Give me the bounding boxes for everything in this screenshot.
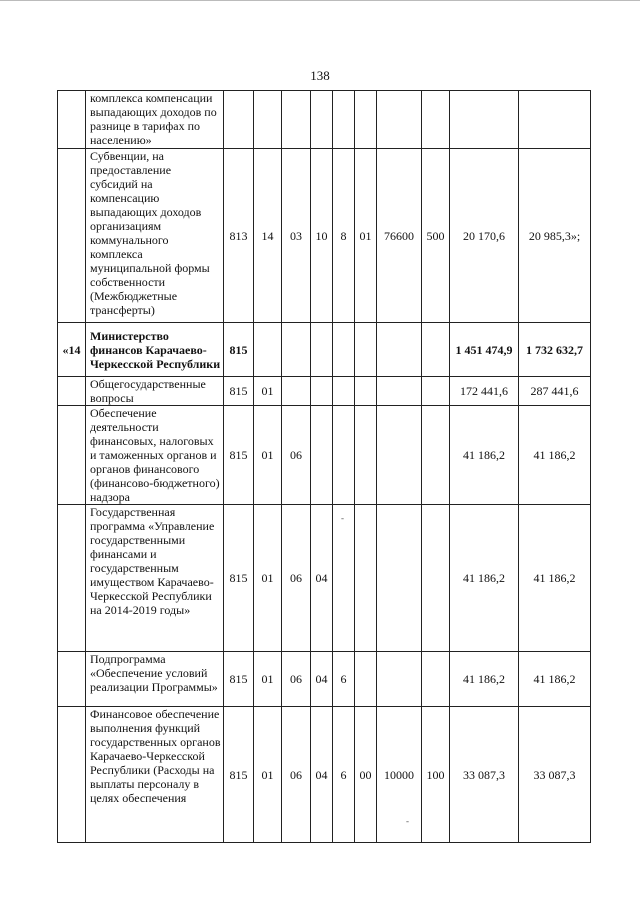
amount-cell-1 [450, 91, 519, 149]
subprogram-code-cell [333, 406, 355, 505]
type-code-cell: 100 [422, 707, 450, 843]
ministry-code-cell: 815 [224, 377, 254, 406]
budget-table-body [58, 91, 591, 843]
amount-cell-2 [519, 91, 591, 149]
type-code-cell [422, 323, 450, 377]
subprogram-code-cell [333, 91, 355, 149]
subsection-code-cell [282, 91, 311, 149]
page-top-edge [0, 0, 640, 4]
expense-code-cell [377, 377, 422, 406]
amount-cell-1: 1 451 474,9 [450, 323, 519, 377]
row-prefix-cell [58, 505, 86, 652]
row-prefix-cell [58, 91, 86, 149]
subsection-code-cell: 03 [282, 149, 311, 323]
ministry-code-cell: 813 [224, 149, 254, 323]
table-row [58, 406, 591, 505]
ministry-code-cell [224, 91, 254, 149]
row-prefix-cell [58, 149, 86, 323]
ministry-code-cell: 815 [224, 707, 254, 843]
type-code-cell [422, 505, 450, 652]
ministry-code-cell: 815 [224, 505, 254, 652]
type-code-cell [422, 91, 450, 149]
type-code-cell [422, 406, 450, 505]
subsection-code-cell [282, 377, 311, 406]
subprogram-code-cell [333, 323, 355, 377]
amount-cell-2: 33 087,3 [519, 707, 591, 843]
amount-cell-2: 20 985,3»; [519, 149, 591, 323]
program-code-cell: 10 [311, 149, 333, 323]
subprogram-code-cell [333, 377, 355, 406]
program-code-cell [311, 323, 333, 377]
expense-code-cell: 10000 [377, 707, 422, 843]
amount-cell-1: 33 087,3 [450, 707, 519, 843]
subsection-code-cell: 06 [282, 707, 311, 843]
item-name-cell: Государственная программа «Управление государственными финансами и государственным имуществом Карачаево-Черкесской Республики на 2014-2019 годы» [86, 505, 224, 652]
subprogram-code-cell: 8 [333, 149, 355, 323]
amount-cell-2: 1 732 632,7 [519, 323, 591, 377]
amount-cell-1: 41 186,2 [450, 652, 519, 707]
section-code-cell [254, 91, 282, 149]
ministry-code-cell: 815 [224, 406, 254, 505]
amount-cell-2: 41 186,2 [519, 406, 591, 505]
item-name-cell: комплекса компенсации выпадающих доходов по разнице в тарифах по населению» [86, 91, 224, 149]
section-code-cell: 01 [254, 505, 282, 652]
program-code-cell: 04 [311, 652, 333, 707]
row-prefix-cell [58, 406, 86, 505]
amount-cell-2: 287 441,6 [519, 377, 591, 406]
item-name-cell: Министерство финансов Карачаево-Черкесской Республики [86, 323, 224, 377]
section-code-cell: 01 [254, 377, 282, 406]
section-code-cell [254, 323, 282, 377]
section-code-cell: 01 [254, 707, 282, 843]
table-row [58, 323, 591, 377]
row-prefix-cell [58, 707, 86, 843]
direction-code-cell [355, 652, 377, 707]
section-code-cell: 01 [254, 652, 282, 707]
program-code-cell [311, 406, 333, 505]
ministry-code-cell: 815 [224, 323, 254, 377]
scan-mark: ‐ [341, 513, 344, 523]
type-code-cell: 500 [422, 149, 450, 323]
type-code-cell [422, 377, 450, 406]
program-code-cell [311, 377, 333, 406]
amount-cell-2: 41 186,2 [519, 505, 591, 652]
row-prefix-cell [58, 652, 86, 707]
table-row [58, 377, 591, 406]
ministry-code-cell: 815 [224, 652, 254, 707]
table-row [58, 505, 591, 652]
subsection-code-cell: 06 [282, 406, 311, 505]
subprogram-code-cell: 6 [333, 652, 355, 707]
section-code-cell: 14 [254, 149, 282, 323]
expense-code-cell: 76600 [377, 149, 422, 323]
section-code-cell: 01 [254, 406, 282, 505]
type-code-cell [422, 652, 450, 707]
table-row [58, 652, 591, 707]
expense-code-cell [377, 652, 422, 707]
item-name-cell: Общегосударственные вопросы [86, 377, 224, 406]
item-name-cell: Обеспечение деятельности финансовых, налоговых и таможенных органов и органов финансового (финансово-бюджетного) надзора [86, 406, 224, 505]
program-code-cell: 04 [311, 707, 333, 843]
amount-cell-1: 172 441,6 [450, 377, 519, 406]
scan-mark: ‐ [406, 816, 409, 826]
subprogram-code-cell: 6 [333, 707, 355, 843]
table-row [58, 149, 591, 323]
direction-code-cell: 01 [355, 149, 377, 323]
program-code-cell [311, 91, 333, 149]
subsection-code-cell [282, 323, 311, 377]
item-name-cell: Подпрограмма «Обеспечение условий реализации Программы» [86, 652, 224, 707]
page-number: 138 [310, 68, 330, 83]
program-code-cell: 04 [311, 505, 333, 652]
direction-code-cell [355, 323, 377, 377]
direction-code-cell [355, 91, 377, 149]
item-name-cell: Субвенции, на предоставление субсидий на компенсацию выпадающих доходов организациям коммунального комплекса муниципальной формы собственности (Межбюджетные трансферты) [86, 149, 224, 323]
row-prefix-cell: «14 [58, 323, 86, 377]
amount-cell-1: 41 186,2 [450, 406, 519, 505]
table-row [58, 707, 591, 843]
expense-code-cell [377, 91, 422, 149]
amount-cell-1: 20 170,6 [450, 149, 519, 323]
subsection-code-cell: 06 [282, 652, 311, 707]
direction-code-cell [355, 377, 377, 406]
direction-code-cell: 00 [355, 707, 377, 843]
expense-code-cell [377, 323, 422, 377]
amount-cell-2: 41 186,2 [519, 652, 591, 707]
subsection-code-cell: 06 [282, 505, 311, 652]
expense-code-cell [377, 505, 422, 652]
subprogram-code-cell [333, 505, 355, 652]
table-row [58, 91, 591, 149]
budget-table [57, 90, 591, 843]
amount-cell-1: 41 186,2 [450, 505, 519, 652]
direction-code-cell [355, 505, 377, 652]
direction-code-cell [355, 406, 377, 505]
item-name-cell: Финансовое обеспечение выполнения функций государственных органов Карачаево-Черкесской Республики (Расходы на выплаты персоналу в целях обеспечения [86, 707, 224, 843]
row-prefix-cell [58, 377, 86, 406]
expense-code-cell [377, 406, 422, 505]
